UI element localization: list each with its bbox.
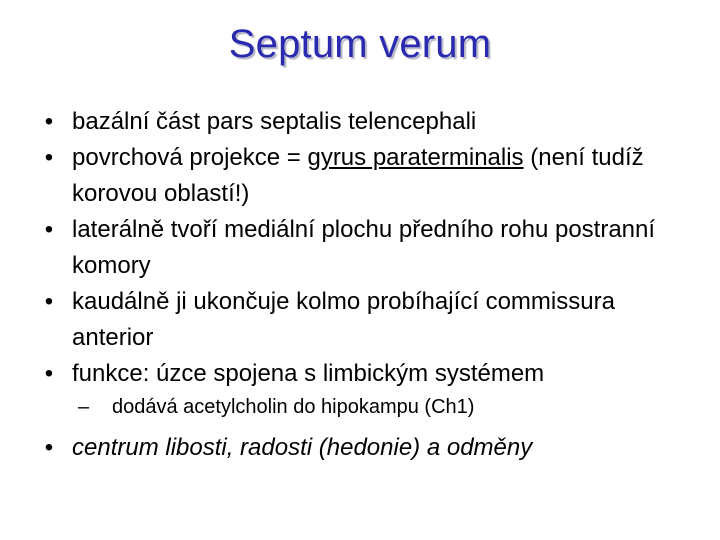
- list-item: [40, 212, 700, 284]
- bullet-icon: •: [44, 108, 54, 135]
- list-item: [40, 356, 700, 392]
- sub-list-item: [40, 394, 700, 420]
- dash-icon: –: [78, 396, 90, 418]
- bullet-icon: •: [44, 216, 54, 243]
- slide-title: Septum verum: [228, 22, 492, 66]
- item-text: funkce: úzce spojena s limbickým systémem: [72, 360, 545, 387]
- item-text: centrum libosti, radosti (hedonie) a odměny: [72, 434, 533, 461]
- item-text-pre: povrchová projekce =: [72, 144, 308, 171]
- bullet-icon: •: [44, 434, 54, 461]
- sub-item-text: dodává acetylcholin do hipokampu (Ch1): [112, 396, 475, 418]
- list-item: [40, 430, 700, 466]
- bullet-list: [40, 104, 700, 466]
- bullet-icon: •: [44, 360, 54, 387]
- item-text: kaudálně ji ukončuje kolmo probíhající commissura anterior: [72, 288, 615, 351]
- list-item: [40, 140, 700, 212]
- list-item: [40, 284, 700, 356]
- bullet-icon: •: [44, 288, 54, 315]
- item-text: bazální část pars septalis telencephali: [72, 108, 477, 135]
- item-text-post: (není tudíž korovou oblastí!): [72, 144, 644, 207]
- list-item: [40, 104, 700, 140]
- underlined-term: gyrus paraterminalis: [307, 144, 524, 171]
- item-text: laterálně tvoří mediální plochu předního rohu postranní komory: [72, 216, 656, 279]
- bullet-icon: •: [44, 144, 54, 171]
